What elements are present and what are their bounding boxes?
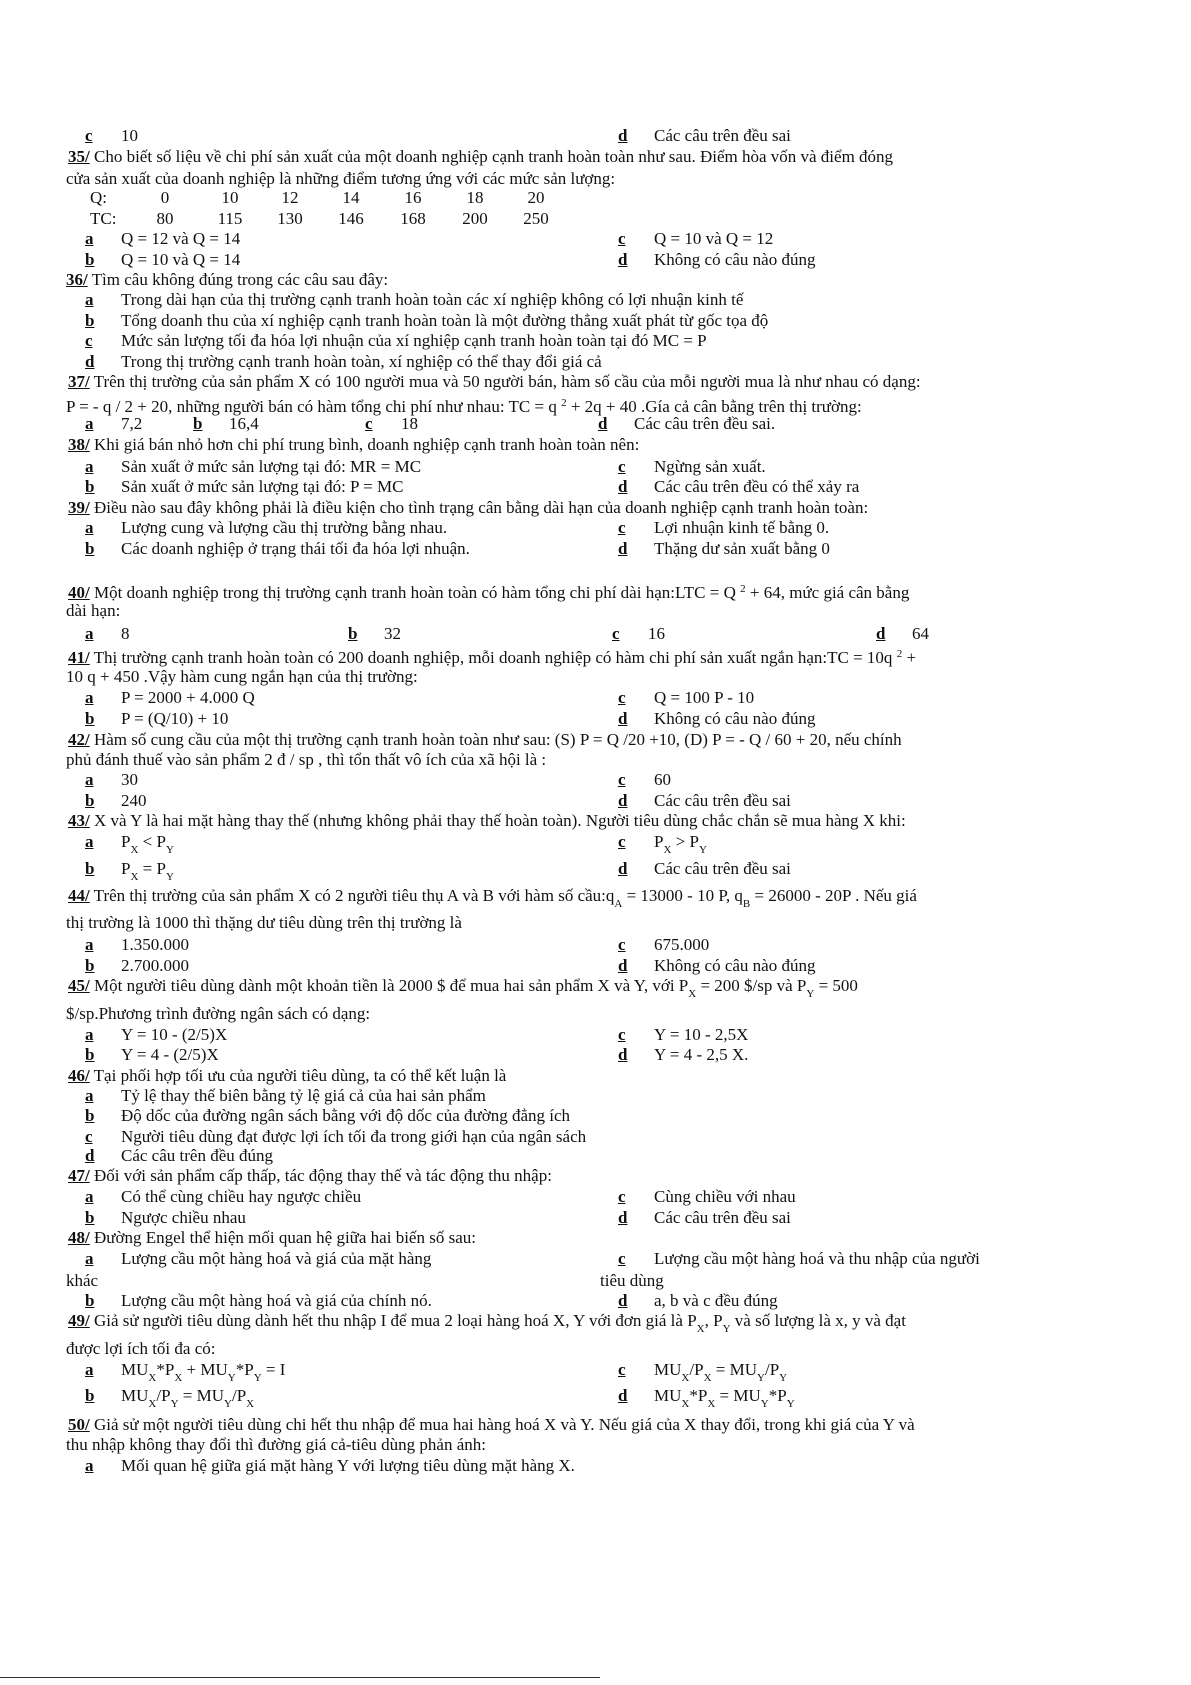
- q46-option-c: c Người tiêu dùng đạt được lợi ích tối đa trong giới hạn của ngân sách: [85, 1127, 587, 1146]
- q45-option-c: c Y = 10 - 2,5X: [618, 1025, 749, 1044]
- q38-option-a: a Sản xuất ở mức sản lượng tại đó: MR = MC: [85, 457, 422, 476]
- q42-text-line1: 42/ Hàm số cung cầu của một thị trường cạnh tranh hoàn toàn như sau: (S) P = Q /20 +10, (D) P = - Q / 60 + 20, nếu chính: [68, 730, 902, 749]
- q41-option-a: a P = 2000 + 4.000 Q: [85, 688, 255, 707]
- q36-text: 36/ Tìm câu không đúng trong các câu sau đây:: [66, 270, 389, 289]
- q40-option-a: a 8: [85, 624, 130, 643]
- q42-option-a: a 30: [85, 770, 138, 789]
- q49-option-c: c $MU_X/P_X = MU_Y/P_Y$: [618, 1360, 788, 1384]
- q45-option-a: a Y = 10 - (2/5)X: [85, 1025, 228, 1044]
- q44-option-a: a 1.350.000: [85, 935, 189, 954]
- q39-option-a: a Lượng cung và lượng cầu thị trường bằng nhau.: [85, 518, 448, 537]
- q43-text: 43/ X và Y là hai mặt hàng thay thế (nhưng không phải thay thế hoàn toàn). Người tiêu dùng chắc chắn sẽ mua hàng X khi:: [68, 811, 906, 830]
- q42-option-c: c 60: [618, 770, 671, 789]
- q40-option-b: b 32: [348, 624, 401, 643]
- q44-text-line2: thị trường là 1000 thì thặng dư tiêu dùng trên thị trường là: [66, 913, 462, 932]
- q38-option-c: c Ngừng sản xuất.: [618, 457, 766, 476]
- q50-text-line2: thu nhập không thay đổi thì đường giá cả-tiêu dùng phản ánh:: [66, 1435, 486, 1454]
- q43-option-d: d Các câu trên đều sai: [618, 859, 791, 878]
- q48-option-b: b Lượng cầu một hàng hoá và giá của chính nó.: [85, 1291, 432, 1310]
- q50-text-line1: 50/ Giả sử một người tiêu dùng chi hết thu nhập để mua hai hàng hoá X và Y. Nếu giá của X thay đổi, trong khi giá của Y và: [68, 1415, 915, 1434]
- q34-option-c: c 10: [85, 126, 138, 145]
- q38-text: 38/ Khi giá bán nhỏ hơn chi phí trung bình, doanh nghiệp cạnh tranh hoàn toàn nên:: [68, 435, 640, 454]
- q38-option-b: b Sản xuất ở mức sản lượng tại đó: P = MC: [85, 477, 404, 496]
- q37-option-d: d Các câu trên đều sai.: [598, 414, 776, 433]
- q42-text-line2: phủ đánh thuế vào sản phẩm 2 đ / sp , thì tổn thất vô ích của xã hội là :: [66, 750, 547, 769]
- q45-text-line1: 45/ Một người tiêu dùng dành một khoản tiền là 2000 $ để mua hai sản phẩm X và Y, với $P_X = 200$ $/sp và $P_Y = 500$: [68, 976, 858, 1000]
- q39-option-c: c Lợi nhuận kinh tế bằng 0.: [618, 518, 830, 537]
- q35-option-c: c Q = 10 và Q = 12: [618, 229, 774, 248]
- q44-text-line1: 44/ Trên thị trường của sản phẩm X có 2 người tiêu thụ A và B với hàm số $cầu:q_A = 13000 - 10$ P, $q_B = 26000 - 20P$ . Nếu giá: [68, 886, 917, 910]
- q49-text-line2: được lợi ích tối đa có:: [66, 1339, 216, 1358]
- q35-q-row: Q: 0 10 12 14 16 18 20: [90, 188, 545, 207]
- q47-option-a: a Có thể cùng chiều hay ngược chiều: [85, 1187, 362, 1206]
- q41-option-b: b P = (Q/10) + 10: [85, 709, 229, 728]
- q34-option-d: d Các câu trên đều sai: [618, 126, 791, 145]
- q35-text-line2: cửa sản xuất của doanh nghiệp là những điểm tương ứng với các mức sản lượng:: [66, 169, 616, 188]
- q41-text-line1: 41/ Thị trường cạnh tranh hoàn toàn có 200 doanh nghiệp, mỗi doanh nghiệp có hàm chi phí sản xuất ngắn hạn:TC = 10q $^2$ +: [68, 648, 917, 667]
- q40-text-line1: 40/ Một doanh nghiệp trong thị trường cạnh tranh hoàn toàn có hàm tổng chi phí dài hạn:LTC = Q $^2$ + 64, mức giá cân bằng: [68, 583, 910, 602]
- q37-option-a: a 7,2: [85, 414, 143, 433]
- q36-option-a: a Trong dài hạn của thị trường cạnh tranh hoàn toàn các xí nghiệp không có lợi nhuận kinh tế: [85, 290, 744, 309]
- q36-option-d: d Trong thị trường cạnh tranh hoàn toàn, xí nghiệp có thể thay đổi giá cả: [85, 352, 602, 371]
- q39-option-b: b Các doanh nghiệp ở trạng thái tối đa hóa lợi nhuận.: [85, 539, 470, 558]
- q45-option-b: b Y = 4 - (2/5)X: [85, 1045, 219, 1064]
- q40-option-c: c 16: [612, 624, 665, 643]
- q39-option-d: d Thặng dư sản xuất bằng 0: [618, 539, 830, 558]
- q49-option-a: a $MU_X*P_X + MU_Y*P_Y = I$: [85, 1360, 286, 1384]
- q43-option-b: b $P_X = P_Y$: [85, 859, 174, 883]
- q48-text: 48/ Đường Engel thể hiện mối quan hệ giữa hai biến số sau:: [68, 1228, 476, 1247]
- q42-option-b: b 240: [85, 791, 147, 810]
- q35-tc-row: TC: 80 115 130 146 168 200 250: [90, 209, 549, 228]
- q41-text-line2: 10 q + 450 .Vậy hàm cung ngắn hạn của thị trường:: [66, 667, 418, 686]
- q48-option-d: d a, b và c đều đúng: [618, 1291, 778, 1310]
- q45-option-d: d Y = 4 - 2,5 X.: [618, 1045, 749, 1064]
- q47-text: 47/ Đối với sản phẩm cấp thấp, tác động thay thế và tác động thu nhập:: [68, 1166, 552, 1185]
- q36-option-b: b Tổng doanh thu của xí nghiệp cạnh tranh hoàn toàn là một đường thẳng xuất phát từ gốc tọa độ: [85, 311, 769, 330]
- q47-option-c: c Cùng chiều với nhau: [618, 1187, 796, 1206]
- q48-option-c: c Lượng cầu một hàng hoá và thu nhập của người: [618, 1249, 980, 1268]
- q37-option-c: c 18: [365, 414, 418, 433]
- q37-option-b: b 16,4: [193, 414, 259, 433]
- q36-option-c: c Mức sản lượng tối đa hóa lợi nhuận của xí nghiệp cạnh tranh hoàn toàn tại đó MC = P: [85, 331, 707, 350]
- q42-option-d: d Các câu trên đều sai: [618, 791, 791, 810]
- q38-option-d: d Các câu trên đều có thể xảy ra: [618, 477, 860, 496]
- q44-option-c: c 675.000: [618, 935, 710, 954]
- q50-option-a: a Mối quan hệ giữa giá mặt hàng Y với lượng tiêu dùng mặt hàng X.: [85, 1456, 575, 1475]
- q49-option-d: d $MU_X*P_X = MU_Y*P_Y$: [618, 1386, 795, 1410]
- q35-option-b: b Q = 10 và Q = 14: [85, 250, 241, 269]
- q48-option-a: a Lượng cầu một hàng hoá và giá của mặt hàng: [85, 1249, 432, 1268]
- q43-option-c: c $P_X > P_Y$: [618, 832, 707, 856]
- q48-option-c-continuation: tiêu dùng: [600, 1271, 664, 1290]
- q40-option-d: d 64: [876, 624, 929, 643]
- q35-text-line1: 35/ Cho biết số liệu về chi phí sản xuất của một doanh nghiệp cạnh tranh hoàn toàn như sau. Điểm hòa vốn và điểm đóng: [68, 147, 894, 166]
- q46-text: 46/ Tại phối hợp tối ưu của người tiêu dùng, ta có thể kết luận là: [68, 1066, 507, 1085]
- q44-option-d: d Không có câu nào đúng: [618, 956, 816, 975]
- q35-option-d: d Không có câu nào đúng: [618, 250, 816, 269]
- q39-text: 39/ Điều nào sau đây không phải là điều kiện cho tình trạng cân bằng dài hạn của doanh nghiệp cạnh tranh hoàn toàn:: [68, 498, 869, 517]
- q46-option-d: d Các câu trên đều đúng: [85, 1146, 273, 1165]
- q41-option-d: d Không có câu nào đúng: [618, 709, 816, 728]
- q40-text-line2: dài hạn:: [66, 601, 121, 620]
- footer-divider: [0, 1677, 600, 1678]
- q49-option-b: b $MU_X/P_Y = MU_Y/P_X$: [85, 1386, 255, 1410]
- q49-text-line1: 49/ Giả sử người tiêu dùng dành hết thu nhập I để mua 2 loại hàng hoá X, Y với đơn giá là $P_X$, $P_Y$ và số lượng là x, y và đạt: [68, 1311, 906, 1335]
- q37-text-line1: 37/ Trên thị trường của sản phẩm X có 100 người mua và 50 người bán, hàm số cầu của mỗi người mua là như nhau có dạng:: [68, 372, 921, 391]
- q47-option-b: b Ngược chiều nhau: [85, 1208, 246, 1227]
- q44-option-b: b 2.700.000: [85, 956, 189, 975]
- q48-option-a-continuation: khác: [66, 1271, 99, 1290]
- q41-option-c: c Q = 100 P - 10: [618, 688, 755, 707]
- q46-option-b: b Độ dốc của đường ngân sách bằng với độ dốc của đường đẳng ích: [85, 1106, 571, 1125]
- q43-option-a: a $P_X < P_Y$: [85, 832, 174, 856]
- q46-option-a: a Tỷ lệ thay thế biên bằng tỷ lệ giá cả của hai sản phẩm: [85, 1086, 486, 1105]
- q45-text-line2: $/sp.Phương trình đường ngân sách có dạng:: [66, 1004, 371, 1023]
- q35-option-a: a Q = 12 và Q = 14: [85, 229, 241, 248]
- q47-option-d: d Các câu trên đều sai: [618, 1208, 791, 1227]
- q37-text-line2: P = - q / 2 + 20, những người bán có hàm tổng chi phí như nhau: TC = q $^2$ + 2q + 40 .Gía cả cân bằng trên thị trường:: [66, 397, 862, 416]
